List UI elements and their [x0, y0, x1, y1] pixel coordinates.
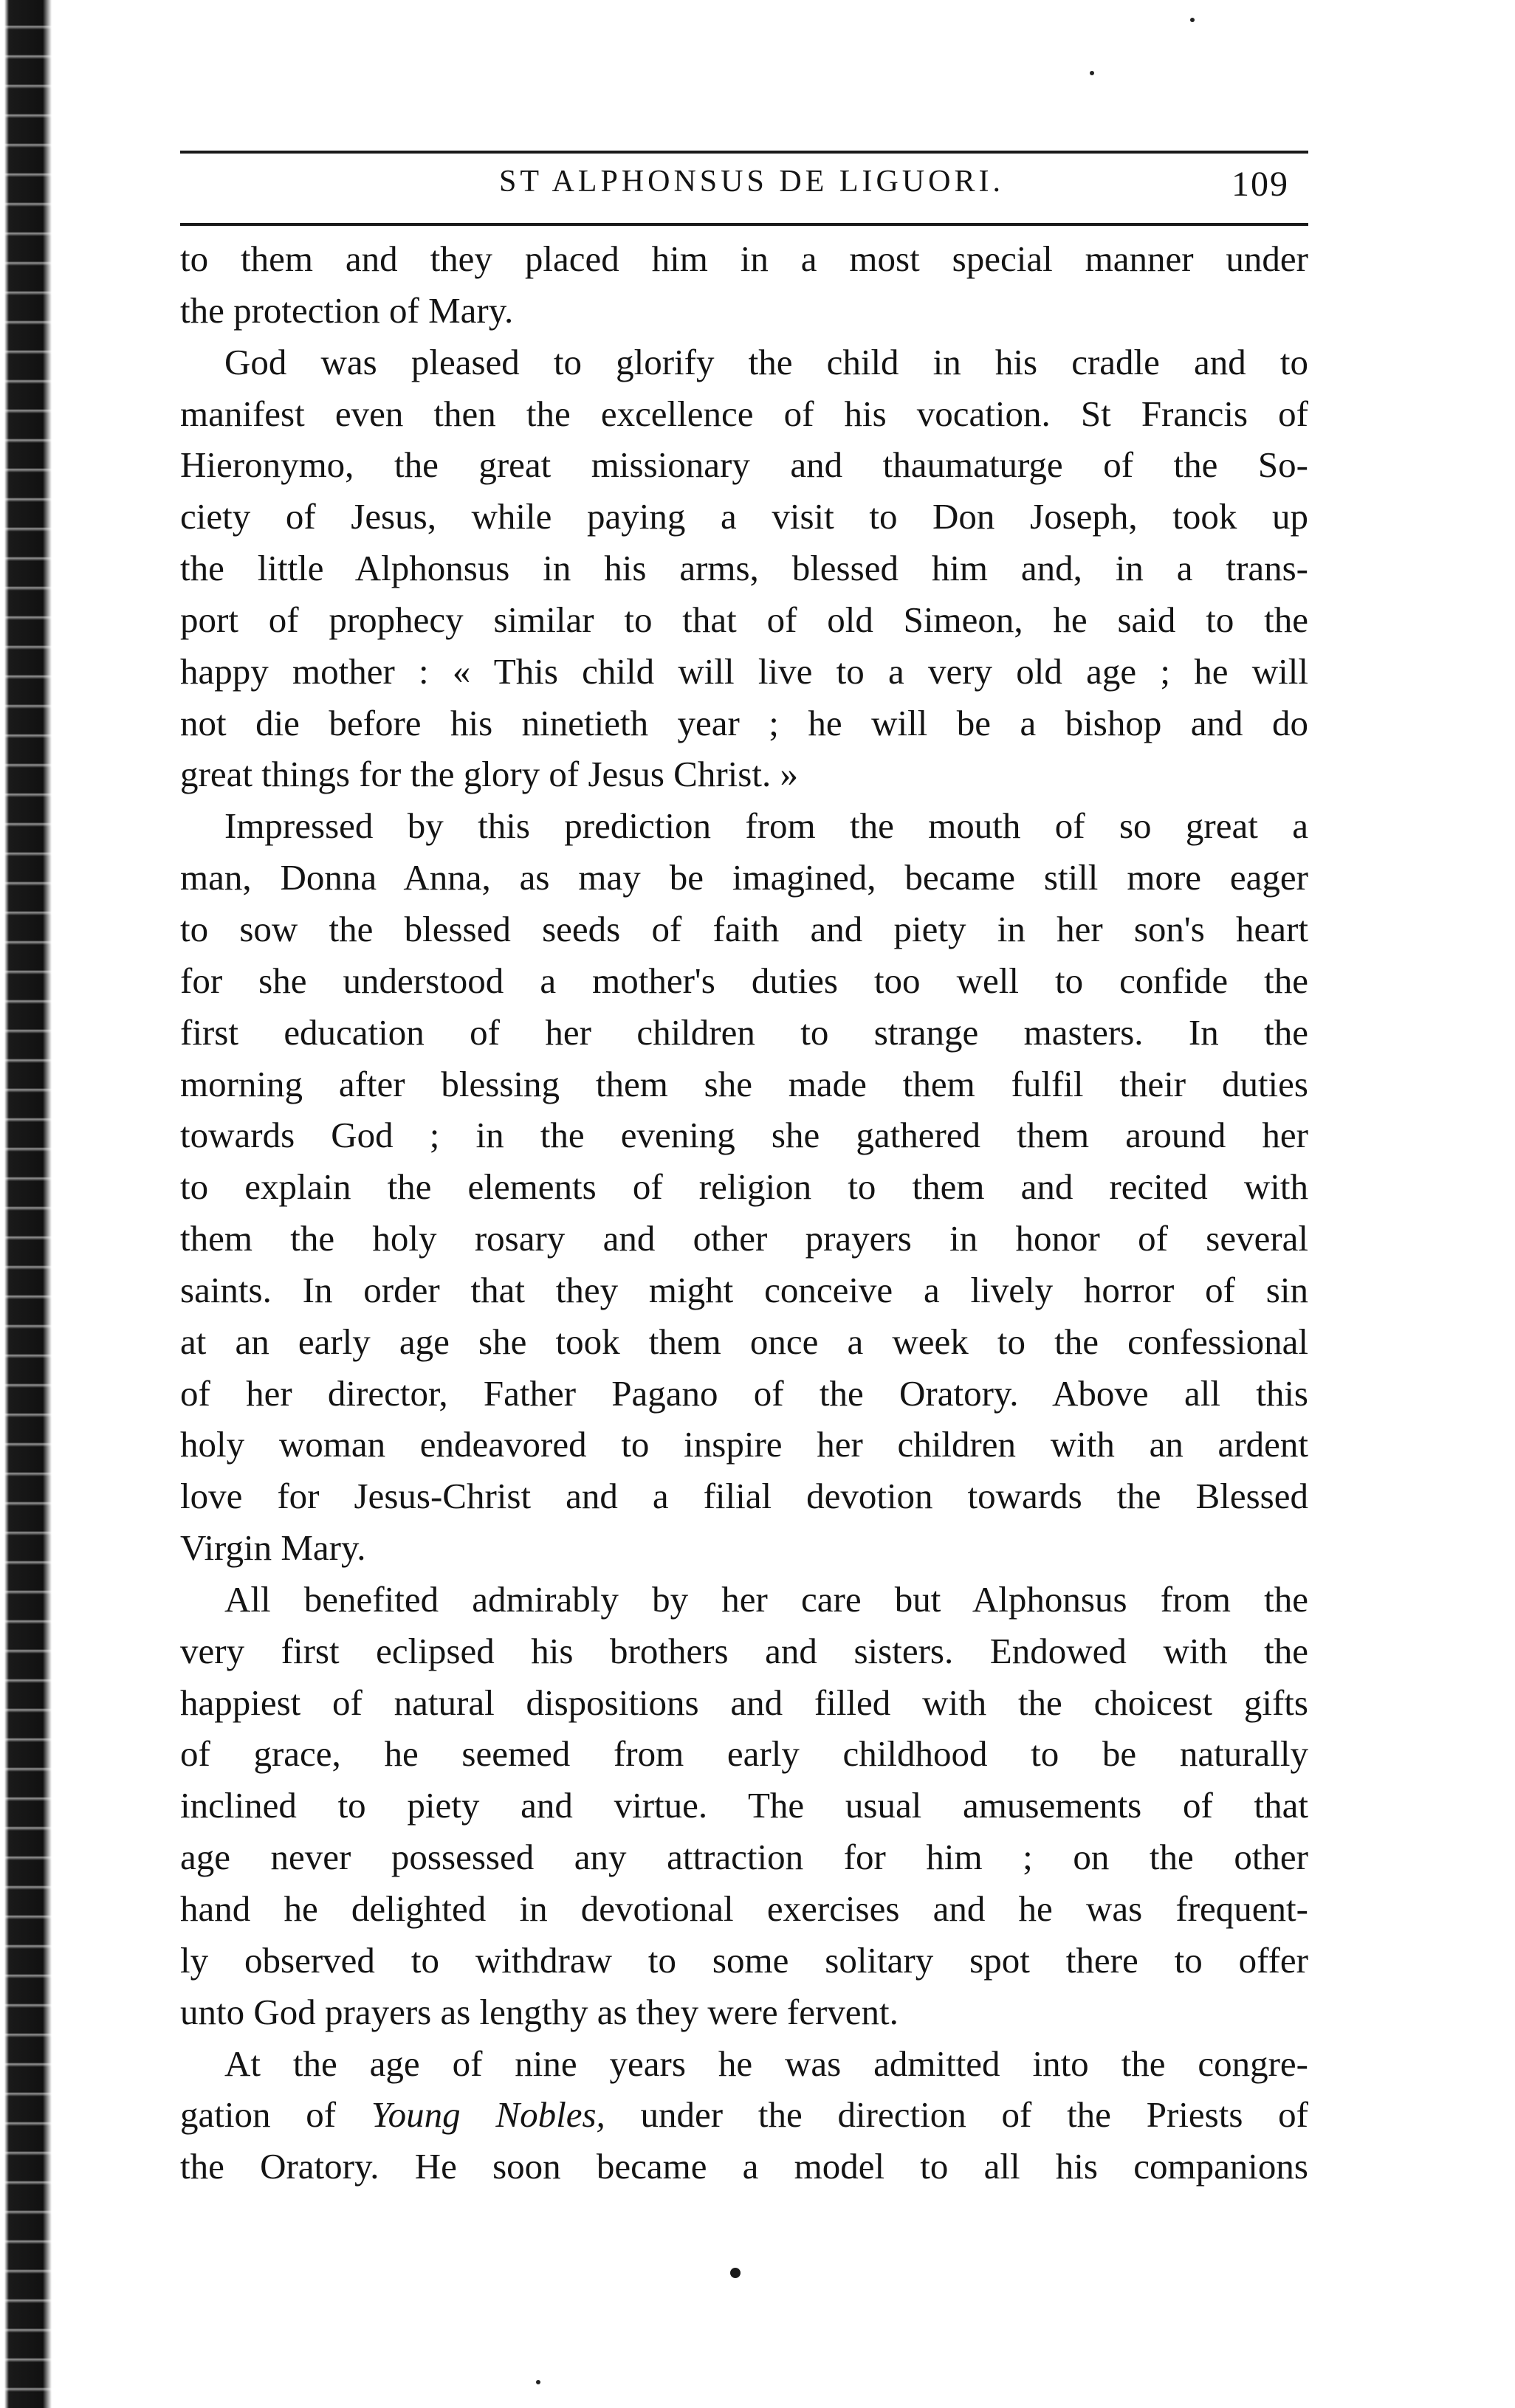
text-line: first education of her children to strange masters. In the	[180, 1011, 1308, 1053]
scan-speck	[1090, 71, 1094, 75]
text-line: ly observed to withdraw to some solitary spot there to offer	[180, 1939, 1308, 1981]
scan-binding-edge	[0, 0, 52, 2408]
text-line: of grace, he seemed from early childhood to be naturally	[180, 1733, 1308, 1775]
text-line: inclined to piety and virtue. The usual amusements of that	[180, 1785, 1308, 1826]
header-rule-top	[180, 151, 1308, 154]
text-line: the Oratory. He soon became a model to all his companions	[180, 2146, 1308, 2187]
text-line: man, Donna Anna, as may be imagined, became still more eager	[180, 857, 1308, 898]
header-rule-bottom	[180, 223, 1308, 226]
text-line: to sow the blessed seeds of faith and piety in her son's heart	[180, 908, 1308, 949]
text-line: towards God ; in the evening she gathered them around her	[180, 1115, 1308, 1156]
text-line: Hieronymo, the great missionary and thaumaturge of the So-	[180, 444, 1308, 486]
scan-speck	[536, 2380, 540, 2384]
text-line: for she understood a mother's duties too well to confide the	[180, 960, 1308, 1001]
text-line: great things for the glory of Jesus Christ. »	[180, 754, 798, 795]
text-line: age never possessed any attraction for him ; on the other	[180, 1837, 1308, 1878]
text-line: port of prophecy similar to that of old Simeon, he said to the	[180, 599, 1308, 640]
text-line: very first eclipsed his brothers and sisters. Endowed with the	[180, 1630, 1308, 1671]
text-line: unto God prayers as lengthy as they were fervent.	[180, 1991, 899, 2032]
paragraph-start-line: God was pleased to glorify the child in his cradle and to	[224, 341, 1308, 382]
text-line: the little Alphonsus in his arms, blessed him and, in a trans-	[180, 548, 1308, 589]
paragraph-start-line: All benefited admirably by her care but Alphonsus from the	[224, 1578, 1308, 1620]
text-line: manifest even then the excellence of his vocation. St Francis of	[180, 393, 1308, 434]
scan-speck	[1190, 18, 1195, 22]
text-line: not die before his ninetieth year ; he will be a bishop and do	[180, 702, 1308, 743]
text-line: of her director, Father Pagano of the Oratory. Above all this	[180, 1372, 1308, 1414]
text-line: to explain the elements of religion to them and recited with	[180, 1166, 1308, 1208]
text-line: the protection of Mary.	[180, 289, 514, 331]
running-title: ST ALPHONSUS DE LIGUORI.	[499, 165, 1004, 199]
text-segment: under the direction of the Priests of	[640, 2094, 1308, 2136]
text-line-with-italic	[180, 2089, 1308, 2141]
ink-dot	[730, 2268, 741, 2278]
text-line: saints. In order that they might conceive a lively horror of sin	[180, 1269, 1308, 1310]
paragraph-start-line: Impressed by this prediction from the mouth of so great a	[224, 805, 1308, 847]
text-line: to them and they placed him in a most special manner under	[180, 238, 1308, 279]
text-line: love for Jesus-Christ and a filial devotion towards the Blessed	[180, 1476, 1308, 1517]
text-line: happiest of natural dispositions and filled with the choicest gifts	[180, 1682, 1308, 1723]
text-line: Virgin Mary.	[180, 1527, 366, 1569]
text-line: ciety of Jesus, while paying a visit to Don Joseph, took up	[180, 496, 1308, 537]
italic-title: Young Nobles,	[371, 2094, 605, 2136]
text-line: at an early age she took them once a week to the confessional	[180, 1321, 1308, 1362]
text-line: hand he delighted in devotional exercises and he was frequent-	[180, 1888, 1308, 1929]
text-segment: gation of	[180, 2094, 337, 2136]
paragraph-start-line: At the age of nine years he was admitted into the congre-	[224, 2043, 1308, 2084]
text-line: morning after blessing them she made them fulfil their duties	[180, 1063, 1308, 1104]
body-text	[180, 233, 1308, 2192]
text-line: holy woman endeavored to inspire her children with an ardent	[180, 1424, 1308, 1465]
text-line: them the holy rosary and other prayers in honor of several	[180, 1218, 1308, 1259]
page-number: 109	[1231, 165, 1289, 204]
text-line: happy mother : « This child will live to a very old age ; he will	[180, 650, 1308, 692]
running-head	[180, 164, 1308, 216]
